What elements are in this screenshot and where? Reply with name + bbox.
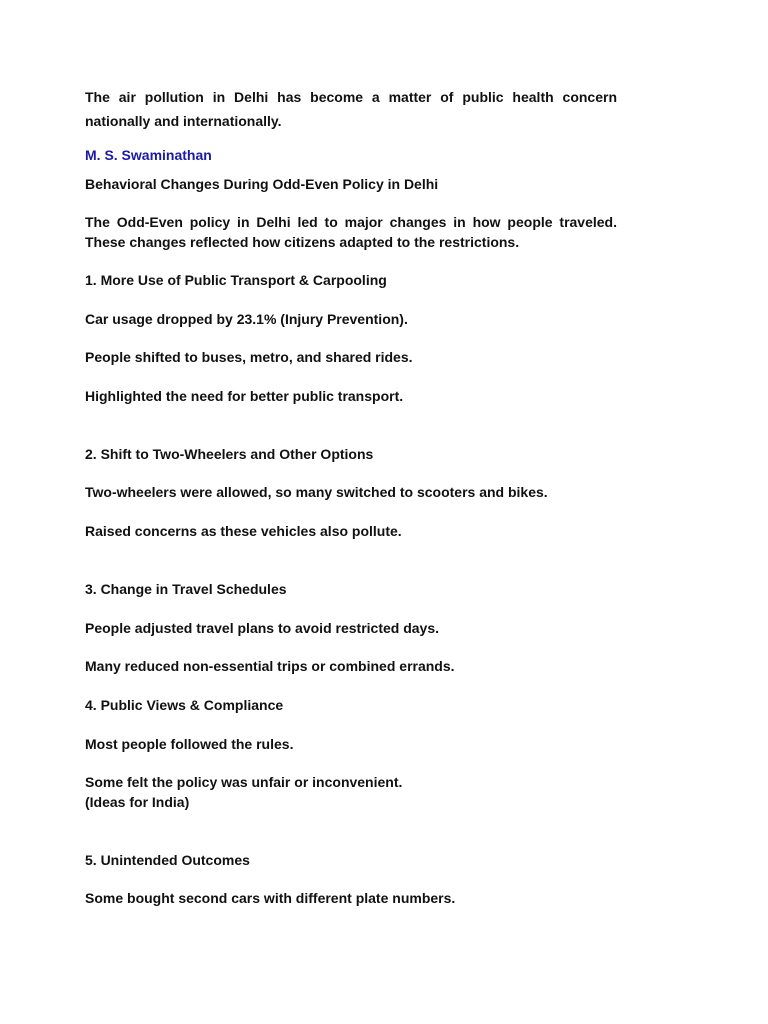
- section-1-point-1: Car usage dropped by 23.1% (Injury Prevention).: [85, 311, 408, 327]
- section-3-point-1: People adjusted travel plans to avoid restricted days.: [85, 620, 440, 636]
- section-4-point-1: Most people followed the rules.: [85, 736, 294, 752]
- section-1-point-3: Highlighted the need for better public transport.: [85, 388, 404, 404]
- intro-paragraph: The air pollution in Delhi has become a matter of public health concern nationally and internationally.: [85, 89, 617, 129]
- section-heading-1: 1. More Use of Public Transport & Carpooling: [85, 272, 387, 288]
- section-heading-3: 3. Change in Travel Schedules: [85, 581, 287, 597]
- author-name: M. S. Swaminathan: [85, 147, 212, 163]
- section-heading-5: 5. Unintended Outcomes: [85, 852, 250, 868]
- section-4-point-2: Some felt the policy was unfair or inconvenient.: [85, 774, 403, 790]
- section-4-point-3: (Ideas for India): [85, 794, 190, 810]
- section-2-point-1: Two-wheelers were allowed, so many switched to scooters and bikes.: [85, 484, 548, 500]
- section-5-point-1: Some bought second cars with different plate numbers.: [85, 890, 456, 906]
- document-title: Behavioral Changes During Odd-Even Policy in Delhi: [85, 176, 439, 192]
- section-heading-2: 2. Shift to Two-Wheelers and Other Options: [85, 446, 374, 462]
- section-2-point-2: Raised concerns as these vehicles also pollute.: [85, 523, 402, 539]
- section-heading-4: 4. Public Views & Compliance: [85, 697, 284, 713]
- overview-paragraph: The Odd-Even policy in Delhi led to major changes in how people traveled. These changes reflected how citizens adapted to the restrictions.: [85, 214, 617, 250]
- section-3-point-2: Many reduced non-essential trips or combined errands.: [85, 658, 455, 674]
- section-1-point-2: People shifted to buses, metro, and shared rides.: [85, 349, 413, 365]
